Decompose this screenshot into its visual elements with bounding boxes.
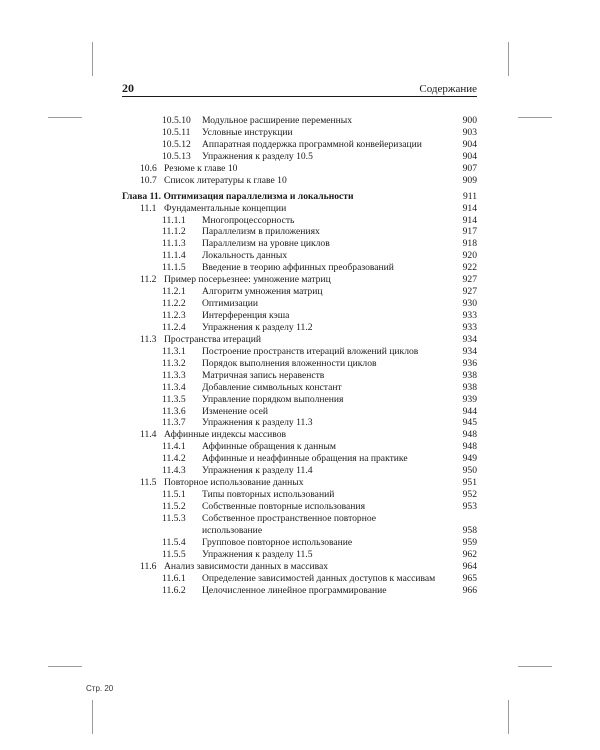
toc-entry-page: 934 [462,333,477,345]
toc-entry-title: Повторное использование данных [164,477,304,489]
toc-entry-page: 909 [462,174,477,186]
toc-entry-title: Многопроцессорность [202,214,295,226]
crop-mark [48,117,82,118]
toc-entry-number: 11.2.3 [162,310,186,321]
toc-entry [122,334,477,346]
toc-entry-number: 10.5.10 [162,115,191,126]
toc-entry [122,561,477,573]
footer-page-label: Стр. 20 [86,684,114,693]
toc-entry [122,175,477,187]
toc-entry-title: Порядок выполнения вложенности циклов [202,357,377,369]
toc-entry [122,417,477,429]
toc-entry-title: Добавление символьных констант [202,381,342,393]
toc-entry [122,406,477,418]
toc-entry [122,501,477,513]
toc-entry-title: Аффинные индексы массивов [164,429,287,441]
crop-mark [92,700,93,734]
crop-mark [48,666,82,667]
page-number: 20 [122,81,134,95]
toc-entry-page: 952 [462,489,477,501]
toc-entry-number: 11.5.5 [162,548,186,560]
toc-entry-number: 11.1 [140,202,157,214]
toc-entry [122,394,477,406]
toc-entry-page: 922 [462,262,477,274]
toc-entry [122,489,477,501]
toc-entry-page: 927 [462,274,477,286]
toc-entry [122,115,477,127]
toc-entry-title: Управление порядком выполнения [202,393,344,405]
toc-entry [122,477,477,489]
toc-entry-title: Собственные повторные использования [202,501,365,512]
toc-entry [122,358,477,370]
running-head: Содержание [419,83,477,95]
toc-entry-number: 10.5.12 [162,138,191,150]
toc-entry [122,513,477,525]
toc-entry-number: 11.6 [140,560,157,572]
toc-entry [122,537,477,549]
toc-entry-page: 939 [462,393,477,405]
toc-entry [122,127,477,139]
toc-entry-page: 936 [462,357,477,369]
toc-entry [122,382,477,394]
toc-entry-title: Локальность данных [202,250,288,262]
page-header [122,81,477,96]
toc-entry-number: 11.4.3 [162,465,186,477]
toc-entry-title: Список литературы к главе 10 [164,174,287,186]
crop-mark [508,700,509,734]
toc-entry-page: 949 [462,453,477,465]
toc-entry-page: 938 [462,381,477,393]
toc-entry-page: 958 [462,524,477,536]
toc-entry-title: Алгоритм умножения матриц [202,286,323,298]
toc-entry-number: 11.5.3 [162,512,186,524]
toc-entry [122,429,477,441]
toc-entry [122,441,477,453]
toc-entry-title: Типы повторных использований [202,489,335,501]
toc-entry-title: Аффинные обращения к данным [202,441,336,453]
toc-entry-page: 920 [462,250,477,262]
toc-entry [122,262,477,274]
toc-entry-number: 11.3.1 [162,345,186,357]
toc-entry-page: 934 [462,345,477,357]
toc-entry-page: 938 [462,369,477,381]
toc-entry [122,238,477,250]
toc-entry-number: 11.6.2 [162,584,186,596]
toc-entry-number: 11.3.7 [162,417,186,429]
toc-entry-page: 918 [462,238,477,250]
toc-entry-page: 965 [462,572,477,584]
toc-entry [122,203,477,215]
crop-mark [508,42,509,76]
toc-entry-title: Резюме к главе 10 [164,162,238,174]
toc-entry-page: 900 [462,115,477,126]
toc-entry [122,250,477,262]
toc-entry-page: 948 [462,429,477,441]
toc-entry-title: Пространства итераций [164,333,262,345]
toc-entry-title: Пример посерьезнее: умножение матриц [164,274,331,286]
toc-entry-title: Анализ зависимости данных в массивах [164,560,329,572]
toc-entry-number: 11.1.5 [162,262,186,274]
toc-entry [122,298,477,310]
toc-entry-title: Изменение осей [202,405,269,417]
toc-entry [122,226,477,238]
crop-mark [518,666,552,667]
toc-entry-page: 959 [462,536,477,548]
toc-entry-number: 11.1.2 [162,226,186,238]
toc-entry-number: 11.3.2 [162,357,186,369]
crop-mark [518,117,552,118]
toc-entry-title: Матричная запись неравенств [202,369,325,381]
toc-entry-number: 11.5.2 [162,501,186,512]
toc-entry-title: Параллелизм в приложениях [202,226,320,238]
toc-entry-number: 11.3 [140,333,157,345]
toc-entry-page: 903 [462,126,477,138]
toc-entry-page: 953 [462,501,477,512]
toc-entry-number: 11.5 [140,477,157,489]
toc-entry-title: Оптимизации [202,298,259,310]
toc-entry-number: 11.4.1 [162,441,186,453]
toc-entry-title: Собственное пространственное повторное [202,512,377,524]
toc-entry [122,322,477,334]
toc-entry [122,215,477,227]
toc-entry-title: Упражнения к разделу 11.2 [202,321,313,333]
toc-entry-page: 907 [462,162,477,174]
toc-entry-title: Интерференция кэша [202,310,290,321]
toc-entry-number: 11.3.5 [162,393,186,405]
table-of-contents [122,115,477,597]
header-rule [122,96,477,97]
toc-entry-number: 11.2.1 [162,286,186,298]
toc-entry-page: 914 [462,214,477,226]
toc-entry-page: 927 [462,286,477,298]
toc-entry-title: Модульное расширение переменных [202,115,353,126]
toc-entry-page: 917 [462,226,477,238]
toc-entry-title: Упражнения к разделу 11.5 [202,548,313,560]
toc-entry-page: 933 [462,310,477,321]
toc-entry-title: Упражнения к разделу 11.3 [202,417,313,429]
toc-entry-title: Параллелизм на уровне циклов [202,238,330,250]
toc-entry-page: 904 [462,138,477,150]
toc-entry-number: 11.3.3 [162,369,186,381]
toc-entry [122,274,477,286]
toc-entry [122,139,477,151]
toc-entry-title: Групповое повторное использование [202,536,353,548]
toc-entry [122,585,477,597]
toc-entry-title: Аффинные и неаффинные обращения на практике [202,453,408,465]
toc-entry-number: 11.5.4 [162,536,186,548]
toc-entry-number: 11.2.4 [162,321,186,333]
toc-entry [122,346,477,358]
toc-entry-number: 11.1.1 [162,214,186,226]
toc-entry-number: 10.5.11 [162,126,191,138]
toc-entry [122,453,477,465]
toc-entry-title: Целочисленное линейное программирование [202,584,387,596]
toc-entry [122,549,477,561]
toc-entry-title: Условные инструкции [202,126,293,138]
toc-entry-number: 11.2 [140,274,157,286]
toc-entry-page: 951 [462,477,477,489]
toc-entry-number: 11.3.4 [162,381,186,393]
toc-entry-number: 10.5.13 [162,150,191,162]
toc-entry-page: 950 [462,465,477,477]
toc-entry-page: 966 [462,584,477,596]
toc-entry-title: использование [202,524,263,536]
toc-entry-title: Упражнения к разделу 11.4 [202,465,313,477]
toc-entry-number: 11.2.2 [162,298,186,310]
toc-entry-number: 11.4 [140,429,157,441]
toc-entry-page: 948 [462,441,477,453]
toc-entry-number: 11.5.1 [162,489,186,501]
toc-entry-page: 904 [462,150,477,162]
crop-mark [92,42,93,76]
toc-entry-page: 914 [462,202,477,214]
toc-entry-page: 962 [462,548,477,560]
toc-entry-number: 10.6 [140,162,157,174]
toc-entry-page: 945 [462,417,477,429]
toc-chapter-entry [122,191,477,203]
toc-entry [122,573,477,585]
toc-entry-title: Построение пространств итераций вложений циклов [202,345,419,357]
toc-entry [122,286,477,298]
toc-entry-page: 964 [462,560,477,572]
toc-entry-title: Введение в теорию аффинных преобразований [202,262,394,274]
toc-entry-page: 911 [462,190,477,202]
toc-entry [122,465,477,477]
toc-entry [122,525,477,537]
toc-entry-number: 11.6.1 [162,572,186,584]
toc-entry-page: 930 [462,298,477,310]
toc-entry-title: Аппаратная поддержка программной конвейеризации [202,138,422,150]
toc-entry-number: 11.1.4 [162,250,186,262]
toc-entry-number: 11.4.2 [162,453,186,465]
toc-entry [122,163,477,175]
toc-entry [122,151,477,163]
toc-entry [122,370,477,382]
toc-entry [122,310,477,322]
toc-entry-number: 10.7 [140,174,157,186]
toc-entry-title: Фундаментальные концепции [164,202,287,214]
toc-entry-title: Глава 11. Оптимизация параллелизма и локальности [122,190,354,202]
toc-entry-title: Определение зависимостей данных доступов к массивам [202,572,436,584]
toc-entry-number: 11.1.3 [162,238,186,250]
toc-entry-page: 944 [462,405,477,417]
toc-entry-page: 933 [462,321,477,333]
toc-entry-number: 11.3.6 [162,405,186,417]
toc-entry-title: Упражнения к разделу 10.5 [202,150,313,162]
